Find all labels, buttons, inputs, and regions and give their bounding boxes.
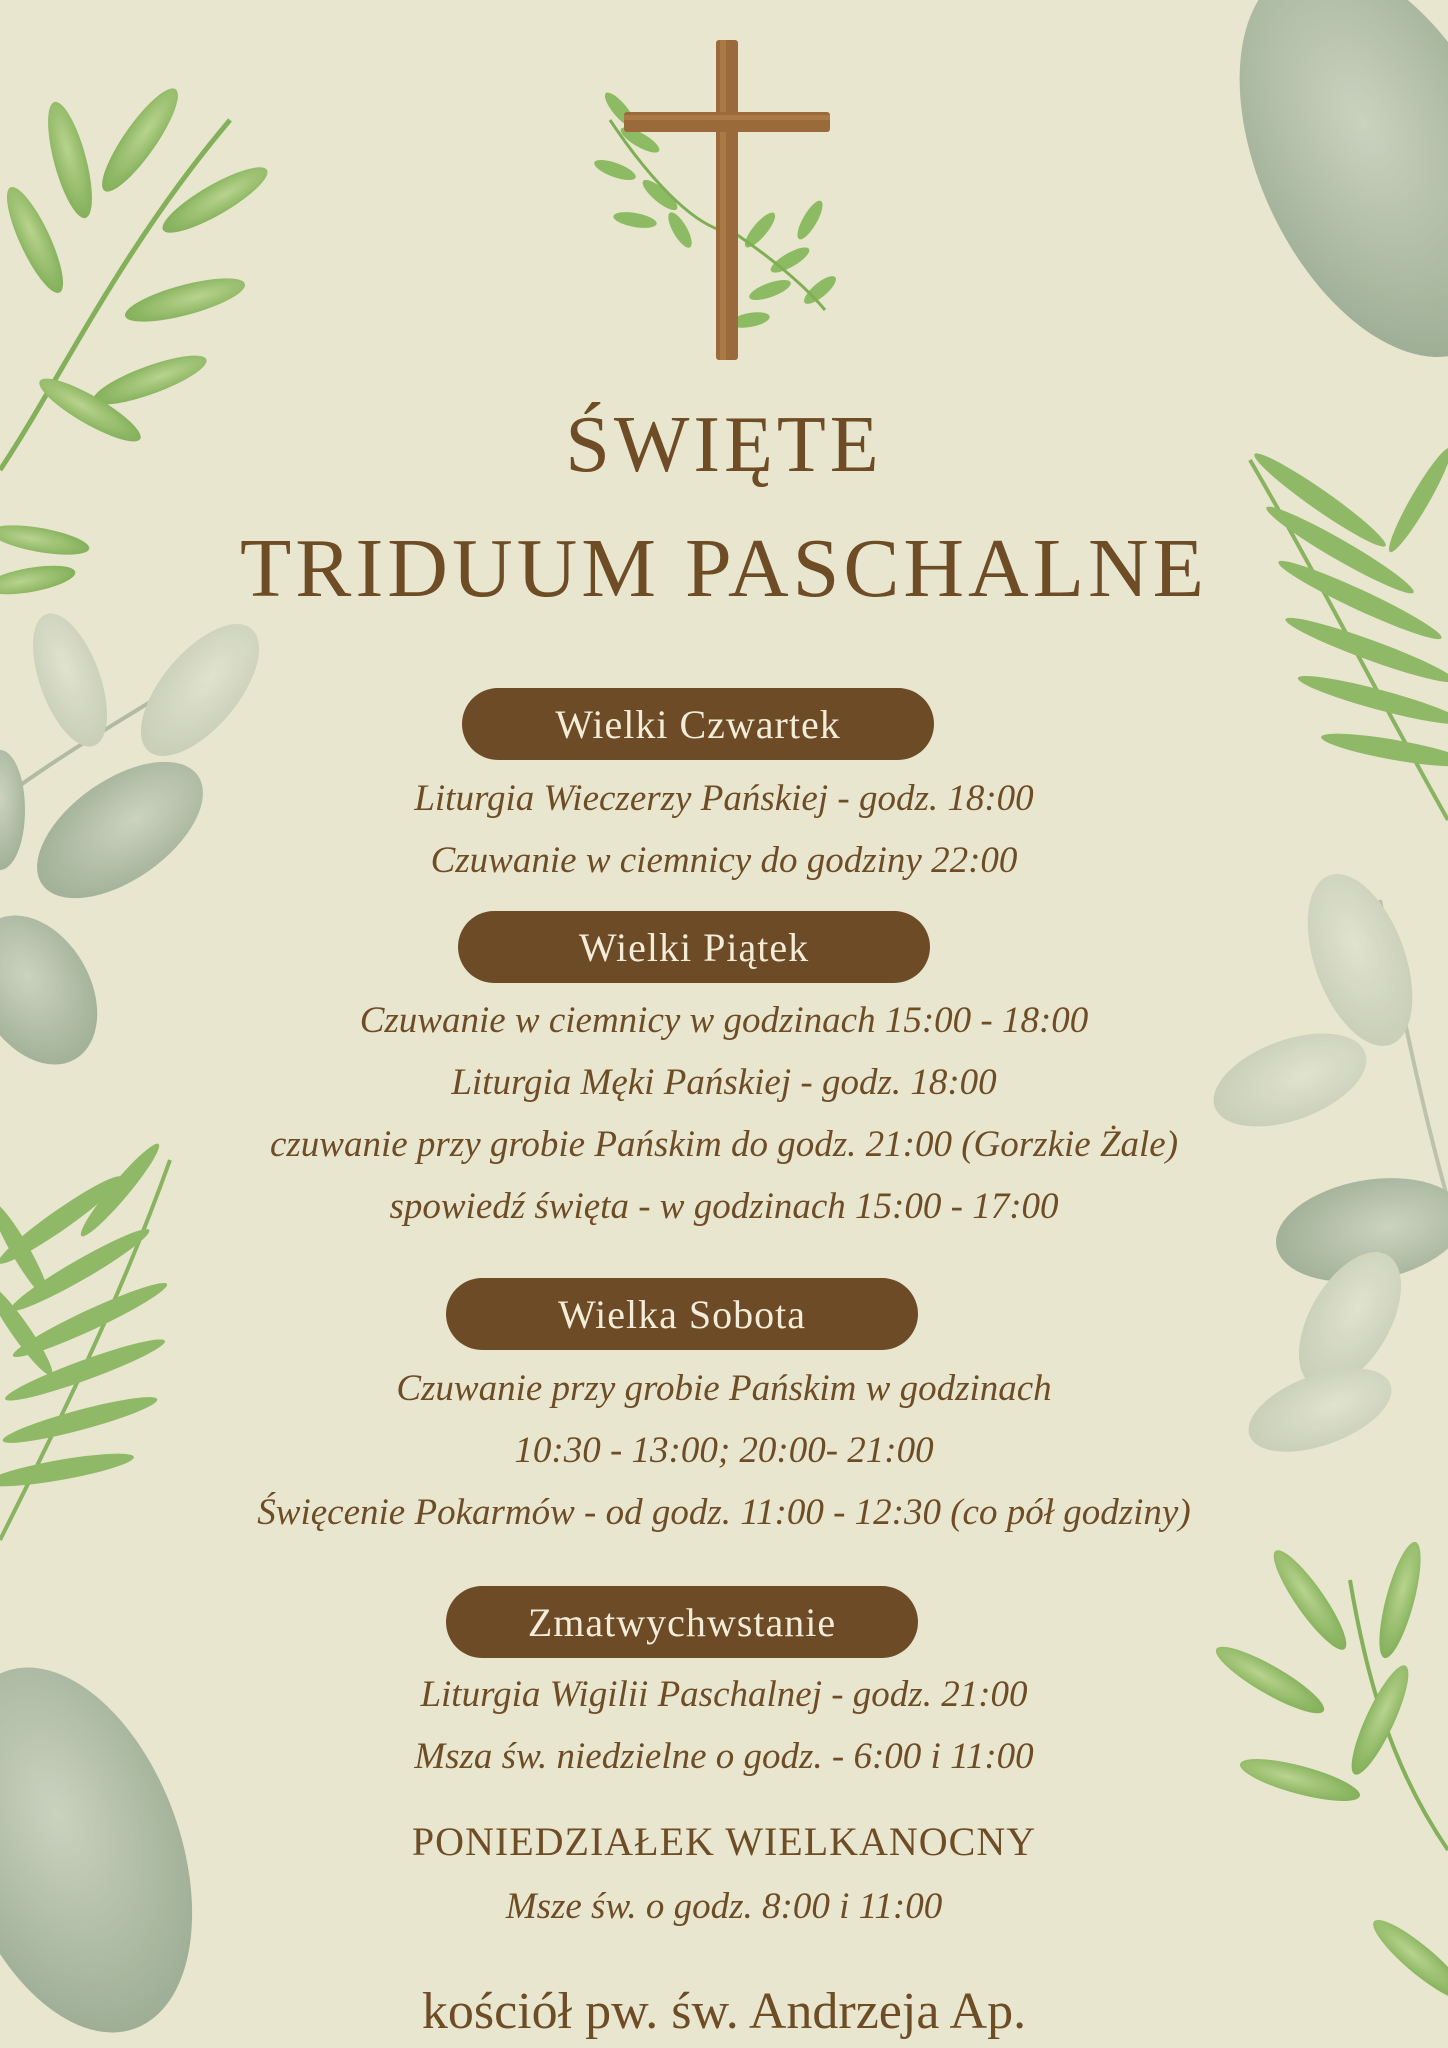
schedule-line: Liturgia Wieczerzy Pańskiej - godz. 18:00 <box>414 778 1034 819</box>
schedule-line: Msza św. niedzielne o godz. - 6:00 i 11:00 <box>414 1736 1034 1777</box>
day-label-wielki-piatek: Wielki Piątek <box>458 911 930 983</box>
day-label-wielka-sobota: Wielka Sobota <box>446 1278 918 1350</box>
page-title-line2: TRIDUUM PASCHALNE <box>239 522 1208 615</box>
schedule-line: Święcenie Pokarmów - od godz. 11:00 - 12:30 (co pół godziny) <box>257 1492 1191 1533</box>
schedule-line: czuwanie przy grobie Pańskim do godz. 21:00 (Gorzkie Żale) <box>269 1124 1179 1165</box>
day-label-wielki-czwartek: Wielki Czwartek <box>462 688 934 760</box>
schedule-line: spowiedź święta - w godzinach 15:00 - 17:00 <box>389 1186 1059 1227</box>
schedule-line: Liturgia Wigilii Paschalnej - godz. 21:00 <box>420 1674 1028 1715</box>
schedule-line: Czuwanie w ciemnicy do godziny 22:00 <box>430 840 1018 881</box>
day-label-zmatwychwstanie: Zmatwychwstanie <box>446 1586 918 1658</box>
cross-icon <box>580 30 880 370</box>
schedule-line: Msze św. o godz. 8:00 i 11:00 <box>505 1886 943 1927</box>
church-name: kościół pw. św. Andrzeja Ap. <box>421 1983 1027 2040</box>
page-title-line1: ŚWIĘTE <box>565 401 883 489</box>
schedule-line: Czuwanie przy grobie Pańskim w godzinach <box>396 1368 1052 1409</box>
schedule-line: Czuwanie w ciemnicy w godzinach 15:00 - 18:00 <box>359 1000 1089 1041</box>
schedule-line: 10:30 - 13:00; 20:00- 21:00 <box>514 1430 934 1471</box>
schedule-line: Liturgia Męki Pańskiej - godz. 18:00 <box>451 1062 997 1103</box>
monday-heading: PONIEDZIAŁEK WIELKANOCNY <box>411 1819 1037 1864</box>
